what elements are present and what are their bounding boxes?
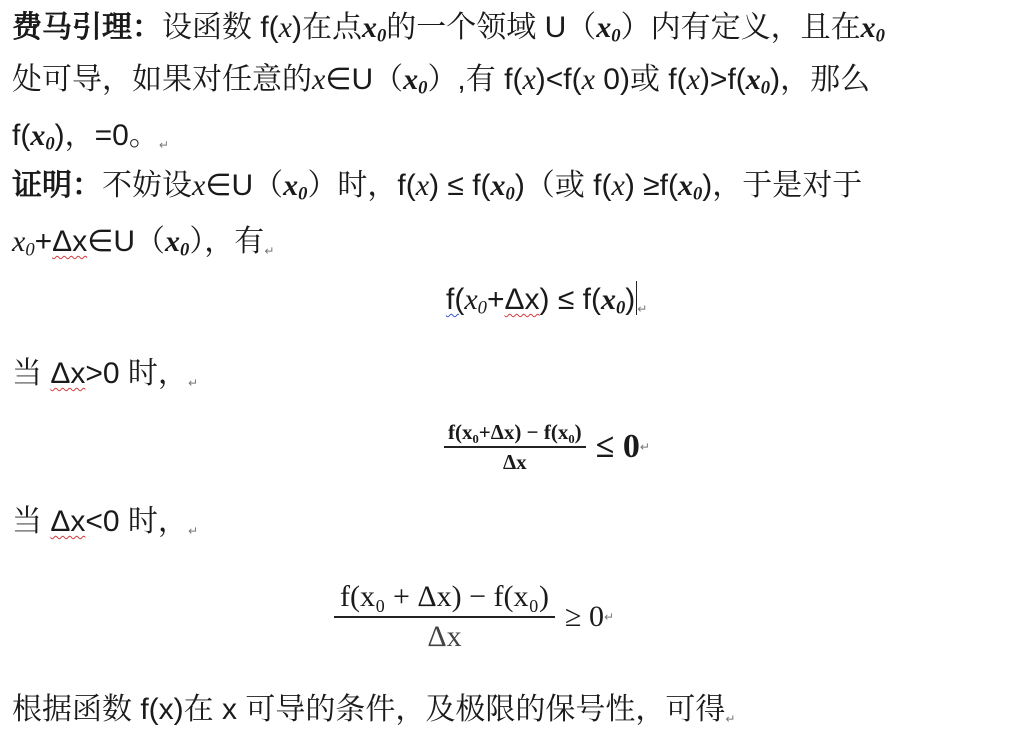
math-x0: $x_0$: [745, 63, 771, 99]
math-x0: $x_0$: [490, 169, 515, 205]
math-x: x: [312, 63, 326, 96]
paragraph-mark-icon: ↵: [725, 712, 736, 726]
text-run: <0 时，: [85, 505, 188, 538]
text-run: ) ≤ f(: [539, 283, 601, 316]
math-dx: Δx: [52, 225, 88, 258]
math-x0-plain: $x_0$: [464, 283, 487, 319]
proof-line-2: [12, 222, 1024, 271]
math-x0: $x_0$: [403, 63, 428, 99]
inequality-equation: [446, 280, 647, 329]
text-run: )（或 f(: [514, 169, 612, 202]
text-run: ∈U（: [87, 225, 166, 258]
text-run: 不妨设: [102, 169, 192, 202]
fraction-positive: [444, 418, 650, 476]
math-x0: $x_0$: [362, 11, 387, 47]
paragraph-mark-icon: ↵: [603, 610, 615, 624]
text-run: 当: [12, 505, 51, 538]
theorem-line-3: [12, 116, 1024, 165]
relation-leq-zero: ≤ 0: [595, 428, 640, 465]
math-x: x: [415, 169, 430, 202]
text-run: ）时，f(: [307, 169, 416, 202]
theorem-line-1: [12, 8, 1024, 48]
paragraph-mark-icon: ↵: [187, 376, 198, 390]
proof-title: 证明：: [12, 169, 102, 202]
text-run: ) ≤ f(: [429, 169, 491, 202]
paragraph-mark-icon: ↵: [187, 524, 198, 538]
text-run: 0)或 f(: [594, 63, 687, 96]
paragraph-mark-icon: ↵: [158, 138, 169, 152]
text-run: ): [625, 283, 636, 316]
math-dx: Δx: [50, 505, 86, 538]
text-run: )>f(: [699, 63, 746, 96]
text-run: )，于是对于: [702, 169, 863, 202]
math-x: x: [192, 169, 206, 202]
fraction-numerator: f(x₀+Δx) − f(x₀): [448, 420, 582, 444]
math-x: x: [278, 11, 292, 44]
fraction-box: [334, 578, 555, 656]
proof-line-1: [12, 166, 1024, 206]
math-x: x: [686, 63, 700, 96]
text-run: >0 时，: [85, 357, 188, 390]
fraction-denominator: Δx: [502, 450, 527, 474]
theorem-title: 费马引理：: [12, 11, 162, 44]
math-x0: $x_0$: [596, 11, 621, 47]
paragraph-mark-icon: ↵: [264, 244, 275, 258]
text-run: 的一个领域 U（: [386, 11, 597, 44]
case-positive-line: [12, 354, 1024, 403]
math-dx: Δx: [50, 357, 86, 390]
theorem-line-2: [12, 60, 1024, 100]
text-run: ），有: [189, 225, 265, 258]
fraction-denominator: Δx: [427, 620, 462, 653]
paragraph-mark-icon: ↵: [639, 440, 650, 454]
math-x0: $x_0$: [677, 169, 703, 205]
text-run: )，=0。: [54, 119, 159, 152]
math-x0: $x_0$: [30, 119, 55, 155]
text-run: )在点: [292, 11, 362, 44]
math-x0: $x_0$: [860, 11, 885, 47]
text-run: 设函数 f(: [162, 11, 279, 44]
math-x: x: [522, 63, 536, 96]
text-run: ) ≥f(: [624, 169, 678, 202]
relation-geq-zero: ≥ 0: [565, 600, 604, 633]
text-run: 当: [12, 357, 51, 390]
math-x: x: [581, 63, 595, 96]
text-run: ∈U（: [205, 169, 284, 202]
text-run: 根据函数 f(x)在 x 可导的条件，及极限的保号性，可得: [12, 693, 726, 726]
fraction-box: [444, 418, 586, 476]
text-run: ）内有定义，且在: [620, 11, 861, 44]
text-run: +: [486, 283, 505, 316]
math-x0: $x_0$: [600, 283, 626, 319]
conclusion-line: [12, 690, 1024, 739]
text-run: ）,有 f(: [427, 63, 523, 96]
text-run: ∈U（: [325, 63, 404, 96]
text-run: )，那么: [770, 63, 871, 96]
math-x0: $x_0$: [165, 225, 190, 261]
math-x0: $x_0$: [283, 169, 308, 205]
math-x0-plain: $x_0$: [12, 225, 35, 261]
text-run: )<f(: [535, 63, 582, 96]
text-run: +: [34, 225, 53, 258]
fraction-numerator: f(x₀ + Δx) − f(x₀): [340, 580, 549, 613]
math-dx: Δx: [504, 283, 540, 316]
case-negative-line: [12, 502, 1024, 551]
fraction-negative: [334, 578, 614, 656]
paragraph-mark-icon: ↵: [637, 302, 648, 316]
math-x: x: [611, 169, 625, 202]
text-run: f(: [446, 283, 465, 316]
text-run: f(: [12, 119, 31, 152]
text-run: 处可导，如果对任意的: [12, 63, 312, 96]
